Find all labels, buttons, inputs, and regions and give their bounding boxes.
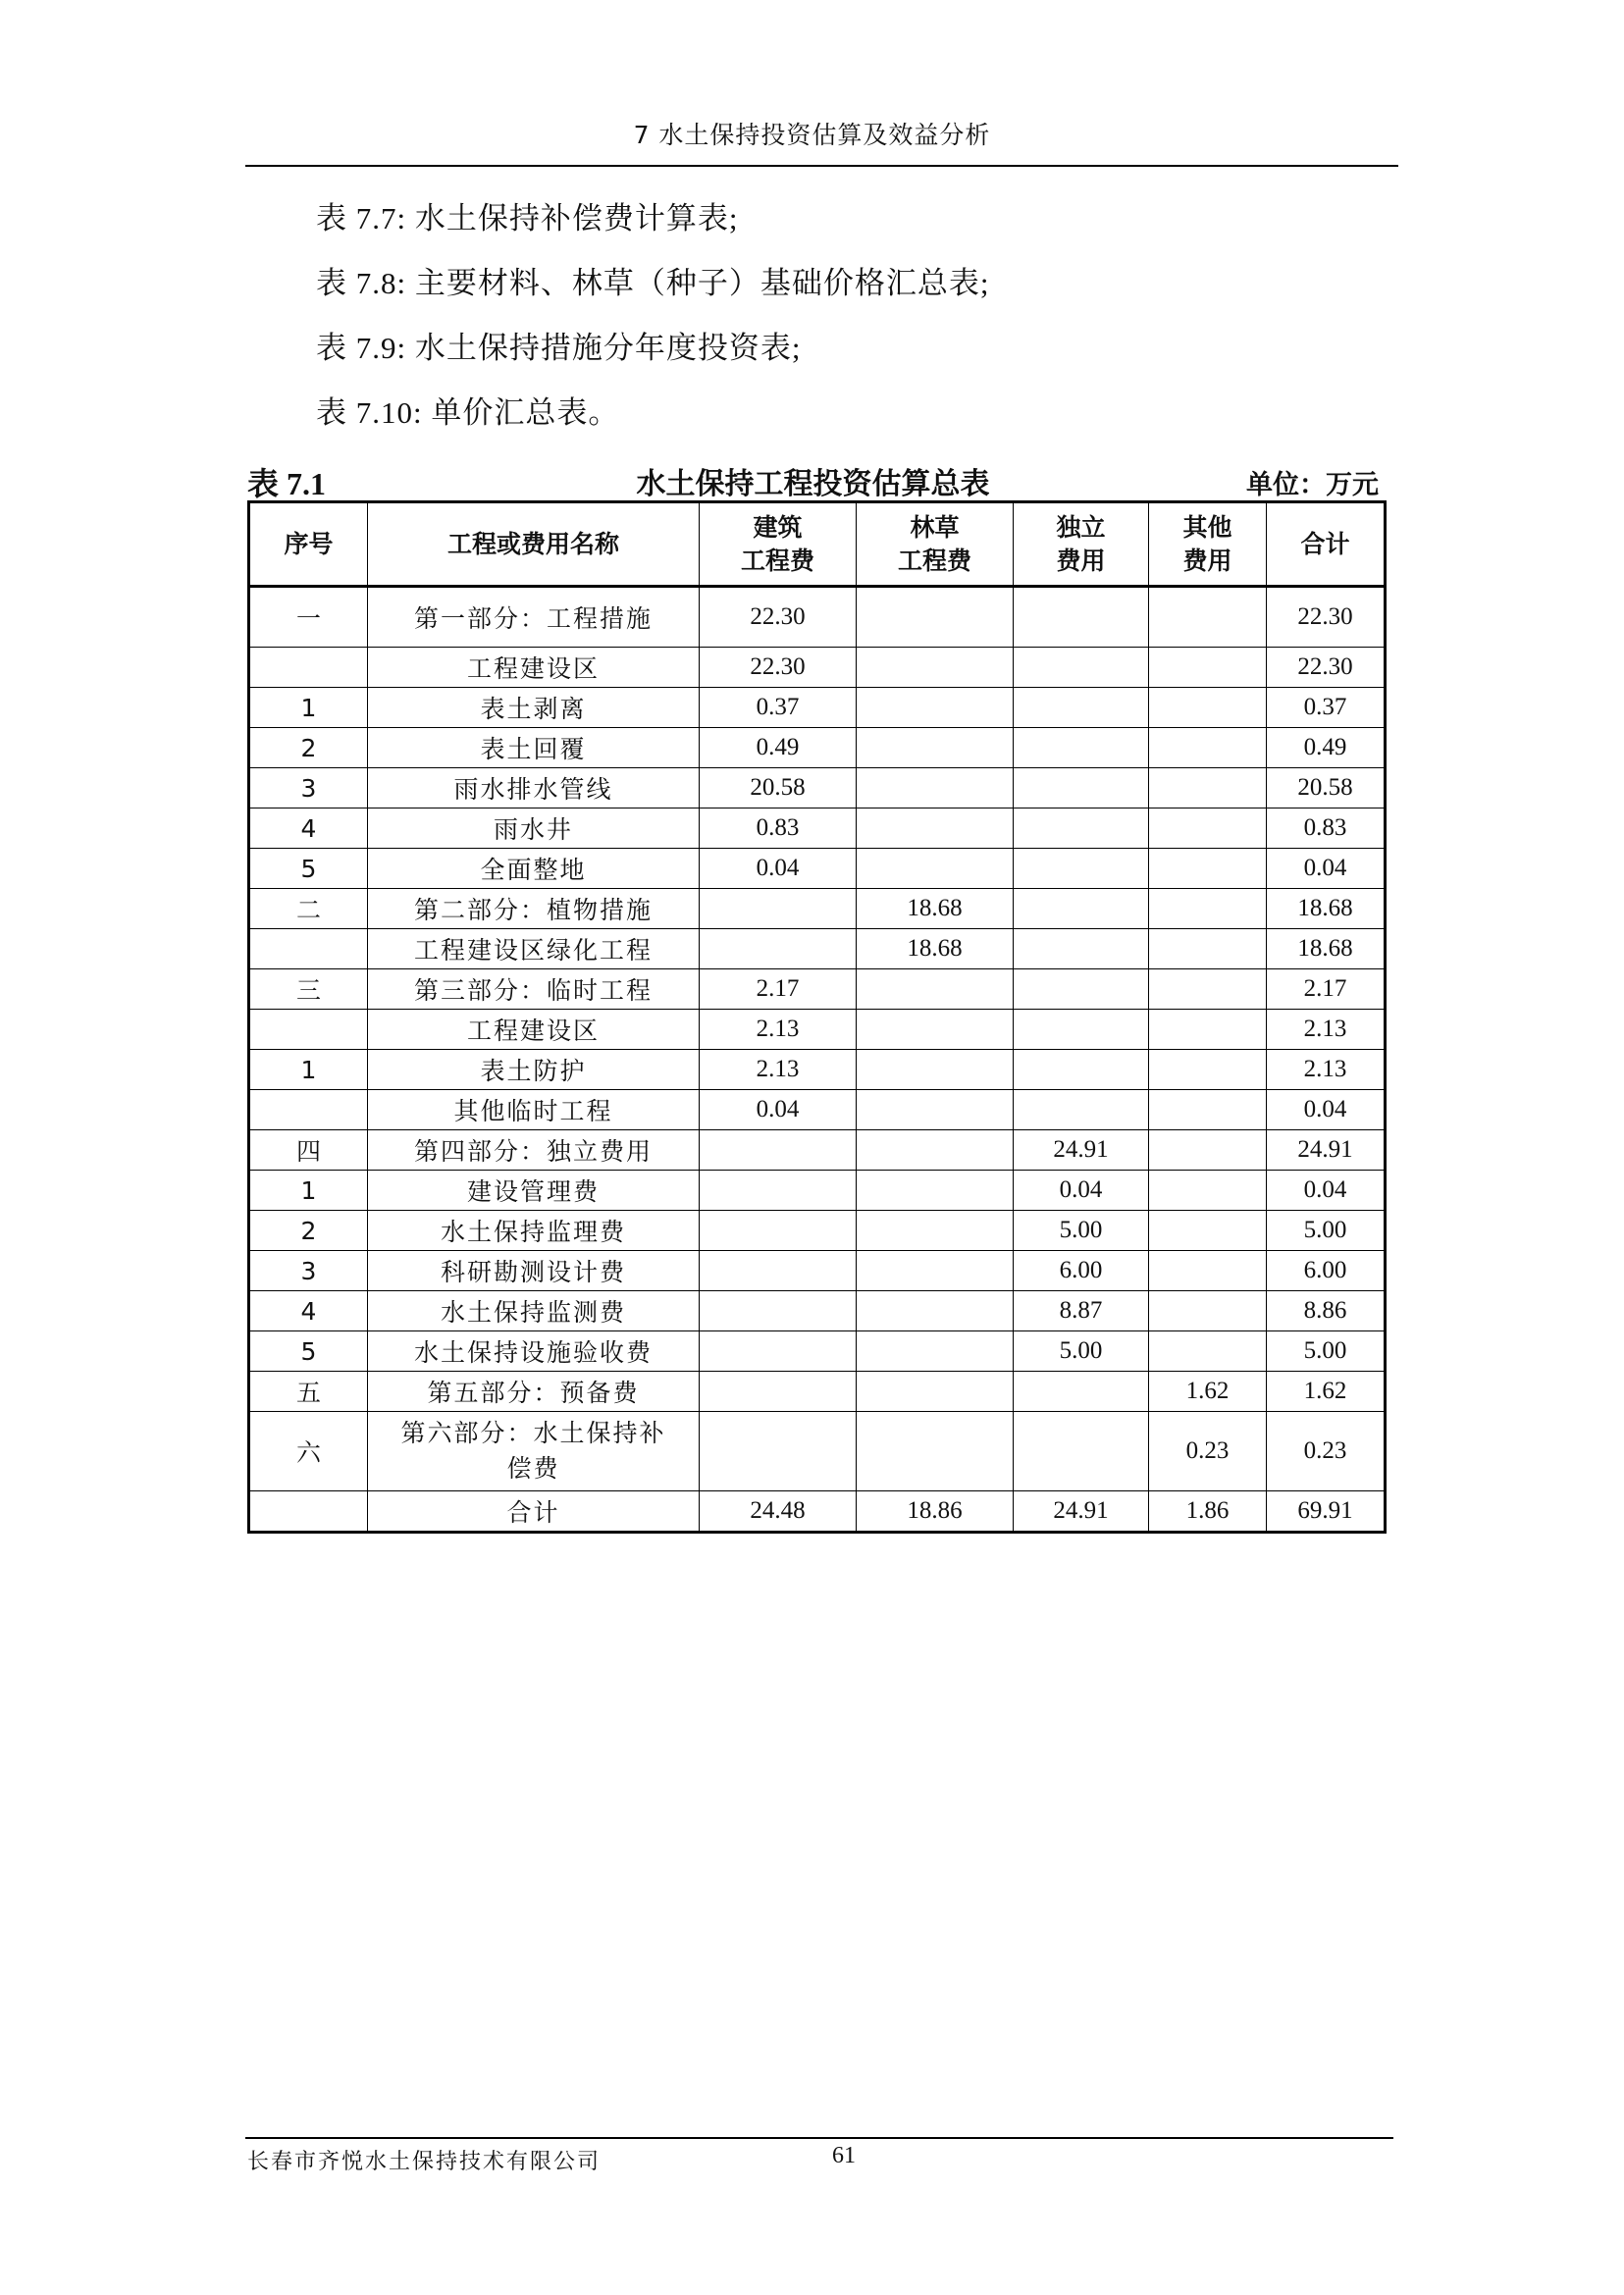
amount-cell: 20.58 <box>700 768 857 808</box>
amount-cell <box>700 889 857 929</box>
amount-cell: 18.68 <box>1267 889 1386 929</box>
amount-cell <box>857 1251 1014 1291</box>
footer-rule <box>245 2137 1393 2139</box>
amount-cell <box>857 969 1014 1010</box>
item-name-cell: 水土保持监理费 <box>368 1211 700 1251</box>
amount-cell <box>857 1090 1014 1130</box>
amount-cell <box>1149 808 1267 849</box>
table-row <box>249 768 1386 808</box>
amount-cell: 24.48 <box>700 1491 857 1533</box>
item-name-cell: 第六部分：水土保持补 偿费 <box>368 1412 700 1491</box>
amount-cell <box>700 1171 857 1211</box>
row-number-cell: 五 <box>249 1372 368 1412</box>
amount-cell <box>857 688 1014 728</box>
item-name-cell: 其他临时工程 <box>368 1090 700 1130</box>
amount-cell <box>1149 688 1267 728</box>
item-name-cell: 水土保持监测费 <box>368 1291 700 1331</box>
table-row <box>249 1331 1386 1372</box>
amount-cell <box>1014 728 1149 768</box>
item-name-cell: 表土防护 <box>368 1050 700 1090</box>
amount-cell <box>857 587 1014 648</box>
amount-cell <box>1014 1050 1149 1090</box>
amount-cell: 1.62 <box>1267 1372 1386 1412</box>
table-row <box>249 1010 1386 1050</box>
table-row <box>249 1130 1386 1171</box>
amount-cell <box>1149 768 1267 808</box>
amount-cell: 2.17 <box>1267 969 1386 1010</box>
amount-cell <box>700 1211 857 1251</box>
table-reference-list <box>316 194 989 453</box>
amount-cell <box>1014 688 1149 728</box>
amount-cell: 22.30 <box>700 648 857 688</box>
amount-cell <box>1014 768 1149 808</box>
item-name-cell: 第四部分：独立费用 <box>368 1130 700 1171</box>
amount-cell: 0.04 <box>1014 1171 1149 1211</box>
item-name-cell: 建设管理费 <box>368 1171 700 1211</box>
amount-cell <box>1149 889 1267 929</box>
row-number-cell: 3 <box>249 768 368 808</box>
item-name-cell: 科研勘测设计费 <box>368 1251 700 1291</box>
row-number-cell: 1 <box>249 688 368 728</box>
amount-cell <box>1149 1050 1267 1090</box>
amount-cell: 2.13 <box>700 1050 857 1090</box>
amount-cell <box>857 1010 1014 1050</box>
row-number-cell: 2 <box>249 1211 368 1251</box>
list-item: 表 7.8: 主要材料、林草（种子）基础价格汇总表; <box>316 266 990 300</box>
amount-cell: 18.68 <box>857 929 1014 969</box>
row-number-cell: 1 <box>249 1171 368 1211</box>
amount-cell: 18.68 <box>1267 929 1386 969</box>
amount-cell <box>1149 1291 1267 1331</box>
amount-cell <box>857 728 1014 768</box>
header-cell: 工程或费用名称 <box>368 502 700 587</box>
header-cell: 合计 <box>1267 502 1386 587</box>
investment-summary-table <box>247 500 1387 1534</box>
amount-cell: 0.49 <box>1267 728 1386 768</box>
row-number-cell: 2 <box>249 728 368 768</box>
amount-cell <box>857 1331 1014 1372</box>
table-caption <box>247 459 1379 501</box>
item-name-cell: 合计 <box>368 1491 700 1533</box>
header-cell: 林草 工程费 <box>857 502 1014 587</box>
table-row <box>249 849 1386 889</box>
row-number-cell: 4 <box>249 808 368 849</box>
amount-cell: 2.13 <box>1267 1050 1386 1090</box>
amount-cell: 0.04 <box>1267 1090 1386 1130</box>
row-number-cell: 一 <box>249 587 368 648</box>
amount-cell <box>1014 1090 1149 1130</box>
amount-cell: 18.68 <box>857 889 1014 929</box>
amount-cell: 0.37 <box>1267 688 1386 728</box>
amount-cell: 18.86 <box>857 1491 1014 1533</box>
table-row <box>249 1050 1386 1090</box>
amount-cell: 1.86 <box>1149 1491 1267 1533</box>
amount-cell <box>1149 1251 1267 1291</box>
table-row <box>249 1211 1386 1251</box>
table-row <box>249 1251 1386 1291</box>
table-row <box>249 929 1386 969</box>
amount-cell: 8.86 <box>1267 1291 1386 1331</box>
amount-cell <box>1149 587 1267 648</box>
table-body <box>249 587 1386 1533</box>
item-name-cell: 第三部分：临时工程 <box>368 969 700 1010</box>
page-number: 61 <box>832 2143 856 2168</box>
amount-cell <box>857 1412 1014 1491</box>
amount-cell: 24.91 <box>1014 1491 1149 1533</box>
table-row <box>249 1291 1386 1331</box>
amount-cell <box>1014 1412 1149 1491</box>
header-cell: 独立 费用 <box>1014 502 1149 587</box>
table-row <box>249 808 1386 849</box>
row-number-cell: 5 <box>249 1331 368 1372</box>
table-row <box>249 969 1386 1010</box>
amount-cell: 6.00 <box>1267 1251 1386 1291</box>
item-name-cell: 全面整地 <box>368 849 700 889</box>
item-name-cell: 第五部分：预备费 <box>368 1372 700 1412</box>
amount-cell <box>1014 849 1149 889</box>
amount-cell: 22.30 <box>1267 587 1386 648</box>
header-rule <box>245 165 1398 167</box>
row-number-cell <box>249 1010 368 1050</box>
amount-cell: 0.49 <box>700 728 857 768</box>
amount-cell: 5.00 <box>1014 1331 1149 1372</box>
amount-cell <box>1149 1130 1267 1171</box>
table-row <box>249 1491 1386 1533</box>
header-cell: 序号 <box>249 502 368 587</box>
amount-cell <box>700 1291 857 1331</box>
amount-cell: 2.13 <box>1267 1010 1386 1050</box>
amount-cell <box>1149 969 1267 1010</box>
table-row <box>249 889 1386 929</box>
amount-cell <box>700 1130 857 1171</box>
amount-cell <box>1149 728 1267 768</box>
amount-cell <box>1149 849 1267 889</box>
amount-cell <box>1014 587 1149 648</box>
amount-cell: 5.00 <box>1014 1211 1149 1251</box>
row-number-cell: 六 <box>249 1412 368 1491</box>
amount-cell <box>1014 1372 1149 1412</box>
amount-cell: 8.87 <box>1014 1291 1149 1331</box>
row-number-cell <box>249 1090 368 1130</box>
amount-cell <box>1014 969 1149 1010</box>
table-row <box>249 1412 1386 1491</box>
amount-cell <box>857 768 1014 808</box>
amount-cell <box>700 1331 857 1372</box>
table-row <box>249 587 1386 648</box>
list-item: 表 7.9: 水土保持措施分年度投资表; <box>316 331 802 365</box>
item-name-cell: 工程建设区绿化工程 <box>368 929 700 969</box>
amount-cell <box>1014 648 1149 688</box>
table-row <box>249 1372 1386 1412</box>
amount-cell: 24.91 <box>1267 1130 1386 1171</box>
table-row <box>249 1171 1386 1211</box>
amount-cell: 2.17 <box>700 969 857 1010</box>
item-name-cell: 水土保持设施验收费 <box>368 1331 700 1372</box>
row-number-cell: 1 <box>249 1050 368 1090</box>
amount-cell: 1.62 <box>1149 1372 1267 1412</box>
item-name-cell: 工程建设区 <box>368 648 700 688</box>
amount-cell <box>857 1291 1014 1331</box>
amount-cell <box>857 648 1014 688</box>
item-name-cell: 第二部分：植物措施 <box>368 889 700 929</box>
amount-cell <box>700 1412 857 1491</box>
amount-cell <box>1149 1171 1267 1211</box>
amount-cell <box>1014 1010 1149 1050</box>
amount-cell <box>1014 808 1149 849</box>
table-number: 表 7.1 <box>247 466 327 501</box>
table-row <box>249 688 1386 728</box>
amount-cell <box>1014 889 1149 929</box>
item-name-cell: 表土回覆 <box>368 728 700 768</box>
table-title: 水土保持工程投资估算总表 <box>636 467 990 501</box>
amount-cell <box>857 1130 1014 1171</box>
amount-cell <box>1149 648 1267 688</box>
row-number-cell: 二 <box>249 889 368 929</box>
amount-cell <box>857 1372 1014 1412</box>
header-cell: 建筑 工程费 <box>700 502 857 587</box>
amount-cell: 22.30 <box>700 587 857 648</box>
list-item: 表 7.10: 单价汇总表。 <box>316 395 620 430</box>
amount-cell <box>1149 929 1267 969</box>
amount-cell: 0.23 <box>1149 1412 1267 1491</box>
amount-cell: 69.91 <box>1267 1491 1386 1533</box>
amount-cell: 0.83 <box>1267 808 1386 849</box>
item-name-cell: 工程建设区 <box>368 1010 700 1050</box>
row-number-cell: 5 <box>249 849 368 889</box>
amount-cell: 20.58 <box>1267 768 1386 808</box>
amount-cell: 0.23 <box>1267 1412 1386 1491</box>
row-number-cell: 三 <box>249 969 368 1010</box>
amount-cell: 24.91 <box>1014 1130 1149 1171</box>
amount-cell <box>1149 1090 1267 1130</box>
amount-cell: 0.04 <box>700 849 857 889</box>
amount-cell <box>857 849 1014 889</box>
amount-cell: 6.00 <box>1014 1251 1149 1291</box>
row-number-cell: 4 <box>249 1291 368 1331</box>
item-name-cell: 雨水排水管线 <box>368 768 700 808</box>
amount-cell <box>700 929 857 969</box>
amount-cell: 22.30 <box>1267 648 1386 688</box>
item-name-cell: 第一部分：工程措施 <box>368 587 700 648</box>
table-row <box>249 728 1386 768</box>
amount-cell: 5.00 <box>1267 1331 1386 1372</box>
amount-cell <box>1149 1010 1267 1050</box>
list-item: 表 7.7: 水土保持补偿费计算表; <box>316 201 739 235</box>
amount-cell: 0.04 <box>700 1090 857 1130</box>
amount-cell <box>857 1211 1014 1251</box>
amount-cell <box>1014 929 1149 969</box>
amount-cell <box>700 1372 857 1412</box>
running-header: 7 水土保持投资估算及效益分析 <box>633 121 991 149</box>
row-number-cell: 3 <box>249 1251 368 1291</box>
amount-cell <box>857 1050 1014 1090</box>
footer-company: 长春市齐悦水土保持技术有限公司 <box>247 2150 602 2174</box>
table-unit: 单位：万元 <box>1246 470 1379 500</box>
row-number-cell <box>249 648 368 688</box>
header-cell: 其他 费用 <box>1149 502 1267 587</box>
table-row <box>249 648 1386 688</box>
amount-cell <box>857 1171 1014 1211</box>
row-number-cell <box>249 929 368 969</box>
amount-cell <box>1149 1331 1267 1372</box>
amount-cell <box>700 1251 857 1291</box>
table-header-row <box>249 502 1386 587</box>
amount-cell: 0.37 <box>700 688 857 728</box>
row-number-cell <box>249 1491 368 1533</box>
item-name-cell: 雨水井 <box>368 808 700 849</box>
row-number-cell: 四 <box>249 1130 368 1171</box>
item-name-cell: 表土剥离 <box>368 688 700 728</box>
table-row <box>249 1090 1386 1130</box>
amount-cell <box>857 808 1014 849</box>
amount-cell: 0.83 <box>700 808 857 849</box>
amount-cell: 2.13 <box>700 1010 857 1050</box>
amount-cell: 0.04 <box>1267 849 1386 889</box>
amount-cell: 5.00 <box>1267 1211 1386 1251</box>
amount-cell <box>1149 1211 1267 1251</box>
amount-cell: 0.04 <box>1267 1171 1386 1211</box>
